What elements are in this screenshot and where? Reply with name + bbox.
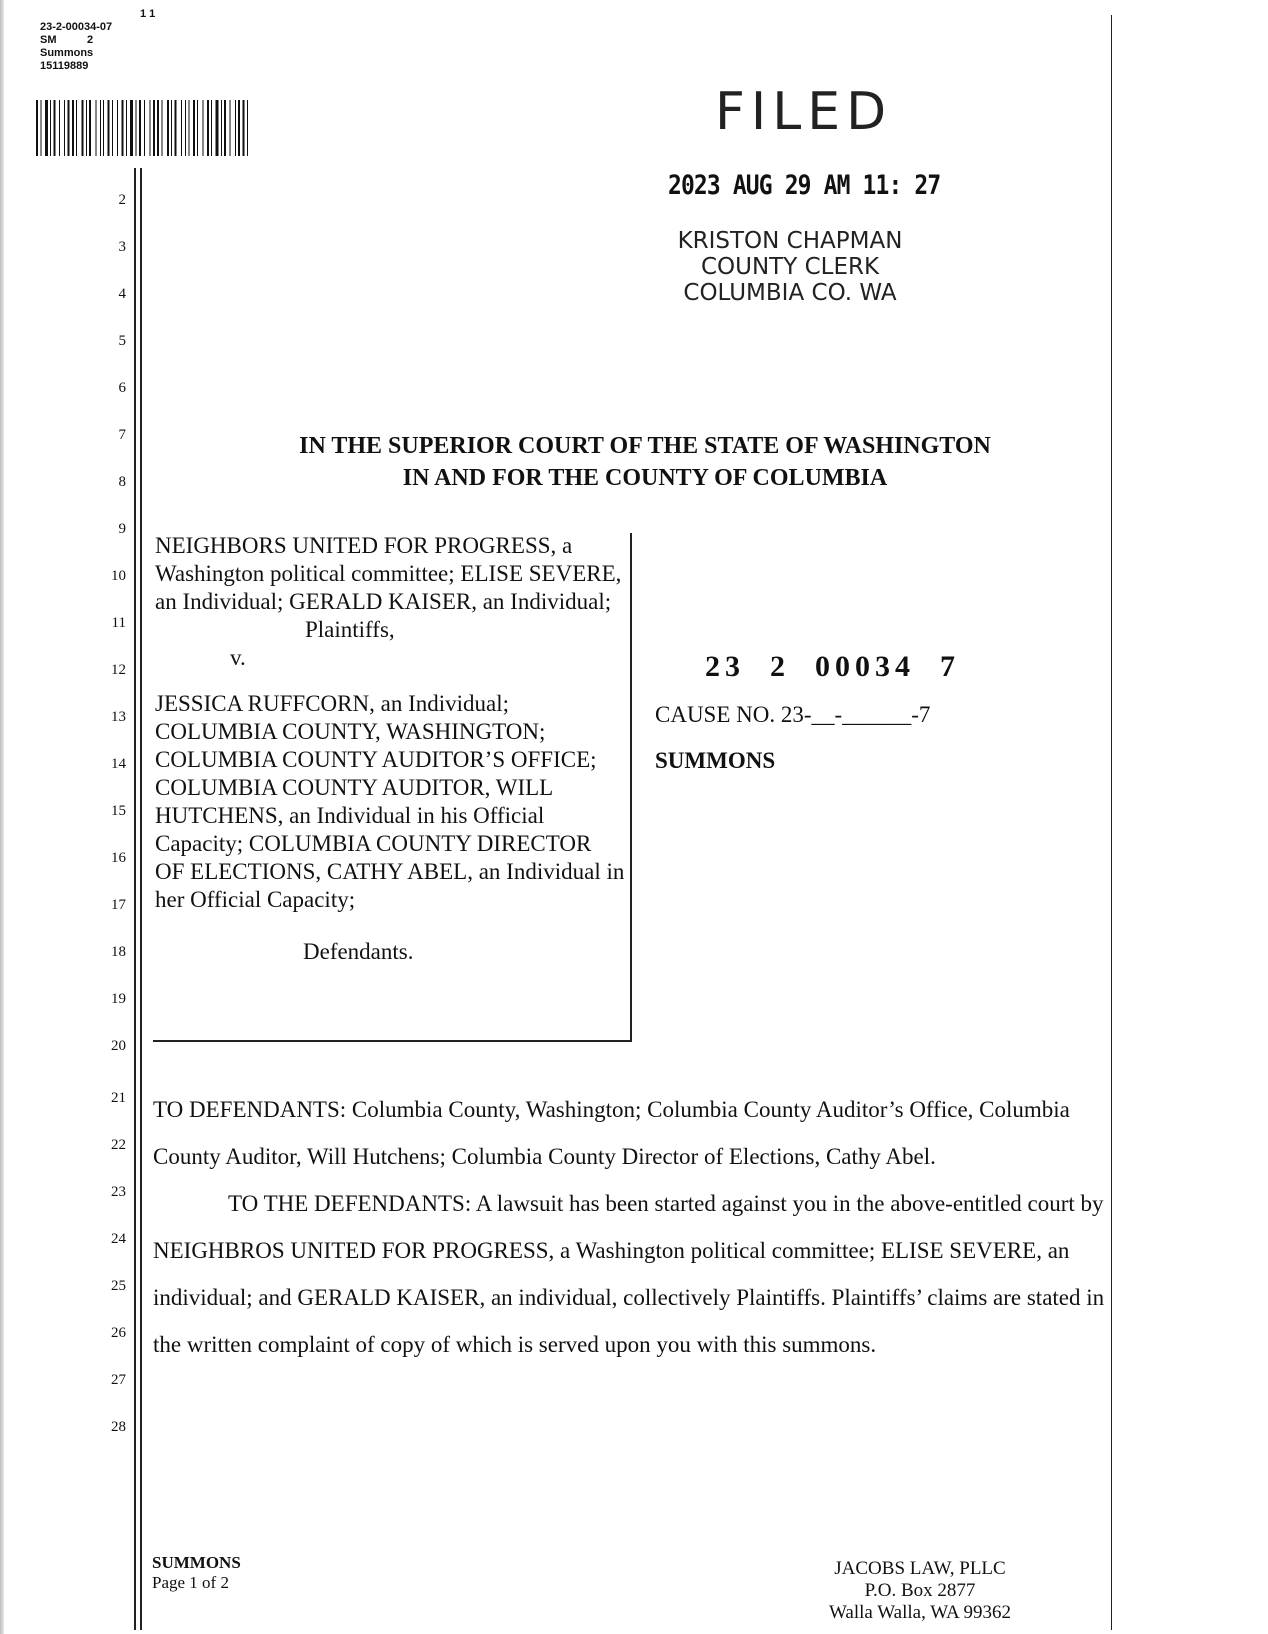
barcode-bar — [86, 100, 87, 156]
footer-po-box: P.O. Box 2877 — [864, 1580, 976, 1601]
barcode-bar — [89, 100, 91, 156]
barcode-bar — [130, 100, 133, 156]
caption-divider-vertical — [630, 533, 632, 1041]
barcode-bar — [45, 100, 48, 156]
court-heading — [155, 430, 1135, 494]
line-number: 8 — [118, 474, 126, 490]
barcode-bar — [211, 100, 212, 156]
barcode-bar — [197, 100, 198, 156]
barcode-bar — [157, 100, 159, 156]
line-number: 5 — [118, 333, 126, 349]
barcode-bar — [216, 100, 219, 156]
barcode-bar — [221, 100, 222, 156]
stamp-line-0: 1 1 — [140, 8, 156, 20]
body-paragraph-1: TO DEFENDANTS: Columbia County, Washington; Columbia County Auditor’s Office, Columbia County Auditor, Will Hutchens; Columbia County Director of Elections, Cathy Abel. — [153, 1097, 1070, 1169]
court-heading-line-2: IN AND FOR THE COUNTY OF COLUMBIA — [402, 465, 888, 491]
barcode-bar — [139, 100, 141, 156]
stamp-doc-type: Summons — [40, 47, 94, 59]
caption-defendants: JESSICA RUFFCORN, an Individual; COLUMBIA COUNTY, WASHINGTON; COLUMBIA COUNTY AUDITOR’S OFFICE; COLUMBIA COUNTY AUDITOR, WILL HUTCHENS, an Individual in his Official Capacity; COLUMBIA COUNTY DIRECTOR OF ELECTIONS, CATHY ABEL, an Individual in her Official Capacity; — [155, 691, 625, 912]
line-number: 16 — [111, 850, 126, 866]
left-margin-rule-2 — [140, 168, 142, 1630]
barcode-bar — [153, 100, 155, 156]
barcode-bar — [150, 100, 151, 156]
body-paragraph-2: TO THE DEFENDANTS: A lawsuit has been started against you in the above-entitled court by NEIGHBROS UNITED FOR PROGRESS, a Washington political committee; ELISE SEVERE, an individual; and GERALD KAISER, an individual, collectively Plaintiffs. Plaintiffs’ claims are stated in the written complaint of copy of which is served upon you with this summons. — [153, 1191, 1105, 1357]
barcode-bar — [181, 100, 182, 156]
line-number: 13 — [111, 709, 126, 725]
line-number: 3 — [118, 239, 126, 255]
barcode-bar — [112, 100, 113, 156]
barcode-bar — [100, 100, 101, 156]
barcode-bar — [235, 100, 236, 156]
footer-firm-name: JACOBS LAW, PLLC — [834, 1558, 1006, 1579]
barcode-bar — [207, 100, 209, 156]
barcode-bar — [41, 100, 42, 156]
caption-plaintiffs: NEIGHBORS UNITED FOR PROGRESS, a Washington political committee; ELISE SEVERE, an Individual; GERALD KAISER, an Individual; — [155, 533, 622, 614]
barcode-bar — [96, 100, 97, 156]
barcode-bar — [243, 100, 245, 156]
line-number: 4 — [118, 286, 126, 302]
caption-versus: v. — [230, 645, 246, 670]
summons-body — [153, 1086, 1133, 1368]
barcode-bar — [224, 100, 226, 156]
case-caption — [155, 532, 625, 966]
barcode-bar — [193, 100, 195, 156]
filed-stamp-clerk — [640, 228, 940, 306]
cause-number-line: CAUSE NO. 23-__-______-7 — [655, 702, 931, 727]
barcode-bar — [171, 100, 172, 156]
line-number: 26 — [111, 1325, 126, 1341]
filed-stamp-datetime: 2023 AUG 29 AM 11: 27 — [668, 170, 941, 201]
barcode-bar — [103, 100, 104, 156]
footer-firm-block — [760, 1558, 1080, 1624]
clerk-title: COUNTY CLERK — [700, 254, 880, 280]
stamp-case-number: 23-2-00034-07 — [40, 21, 113, 33]
clerk-county: COLUMBIA CO. WA — [683, 280, 897, 306]
stamp-doc-code: SM 2 — [40, 34, 94, 46]
barcode-bar — [247, 100, 248, 156]
line-number: 18 — [111, 944, 126, 960]
line-number: 20 — [111, 1038, 126, 1054]
barcode-bar — [136, 100, 137, 156]
line-number: 21 — [111, 1090, 126, 1106]
line-number: 24 — [111, 1231, 126, 1247]
line-number: 2 — [118, 192, 126, 208]
line-number: 7 — [118, 427, 126, 443]
line-number: 6 — [118, 380, 126, 396]
line-number: 25 — [111, 1278, 126, 1294]
footer-left — [152, 1553, 241, 1593]
barcode-bar — [64, 100, 65, 156]
right-margin-rule — [1111, 15, 1112, 1630]
barcode-bar — [167, 100, 169, 156]
barcode-bar — [230, 100, 231, 156]
caption-divider-horizontal — [153, 1040, 632, 1042]
caption-defendants-label: Defendants. — [303, 939, 414, 964]
scan-edge — [0, 0, 4, 1634]
line-number: 11 — [111, 615, 126, 631]
line-number: 14 — [111, 756, 126, 772]
line-number: 28 — [111, 1419, 126, 1435]
line-number: 10 — [111, 568, 126, 584]
barcode-bar — [122, 100, 124, 156]
filed-stamp-label: FILED — [715, 82, 893, 142]
barcode-bar — [108, 100, 110, 156]
barcode-bar — [72, 100, 74, 156]
barcode-bar — [117, 100, 118, 156]
court-heading-line-1: IN THE SUPERIOR COURT OF THE STATE OF WASHINGTON — [299, 433, 991, 459]
barcode-bar — [162, 100, 163, 156]
footer-city: Walla Walla, WA 99362 — [829, 1602, 1011, 1623]
barcode-bar — [238, 100, 240, 156]
stamp-doc-id: 15119889 — [40, 60, 89, 72]
stamped-cause-number: 23 2 00034 7 — [705, 650, 960, 683]
barcode-bar — [203, 100, 204, 156]
line-number: 22 — [111, 1137, 126, 1153]
barcode-bar — [54, 100, 56, 156]
barcode-bar — [175, 100, 177, 156]
caption-plaintiffs-label: Plaintiffs, — [305, 617, 395, 642]
left-margin-rule-1 — [134, 168, 136, 1630]
line-number: 15 — [111, 803, 126, 819]
line-number: 19 — [111, 991, 126, 1007]
line-number: 27 — [111, 1372, 126, 1388]
barcode-bar — [82, 100, 84, 156]
document-title: SUMMONS — [655, 748, 776, 773]
line-number: 12 — [111, 662, 126, 678]
barcode-bar — [189, 100, 190, 156]
barcode-bar — [59, 100, 60, 156]
footer-page-number: Page 1 of 2 — [152, 1573, 229, 1592]
filing-id-stamp — [40, 8, 155, 73]
barcode-bar — [144, 100, 145, 156]
line-number: 23 — [111, 1184, 126, 1200]
barcode-bar — [185, 100, 186, 156]
line-number: 9 — [118, 521, 126, 537]
footer-doc-title: SUMMONS — [152, 1553, 241, 1572]
barcode — [36, 100, 254, 156]
barcode-bar — [76, 100, 77, 156]
barcode-bar — [50, 100, 51, 156]
clerk-name: KRISTON CHAPMAN — [677, 228, 903, 254]
line-number: 17 — [111, 897, 126, 913]
barcode-bar — [68, 100, 70, 156]
barcode-bar — [36, 100, 38, 156]
barcode-bar — [126, 100, 127, 156]
